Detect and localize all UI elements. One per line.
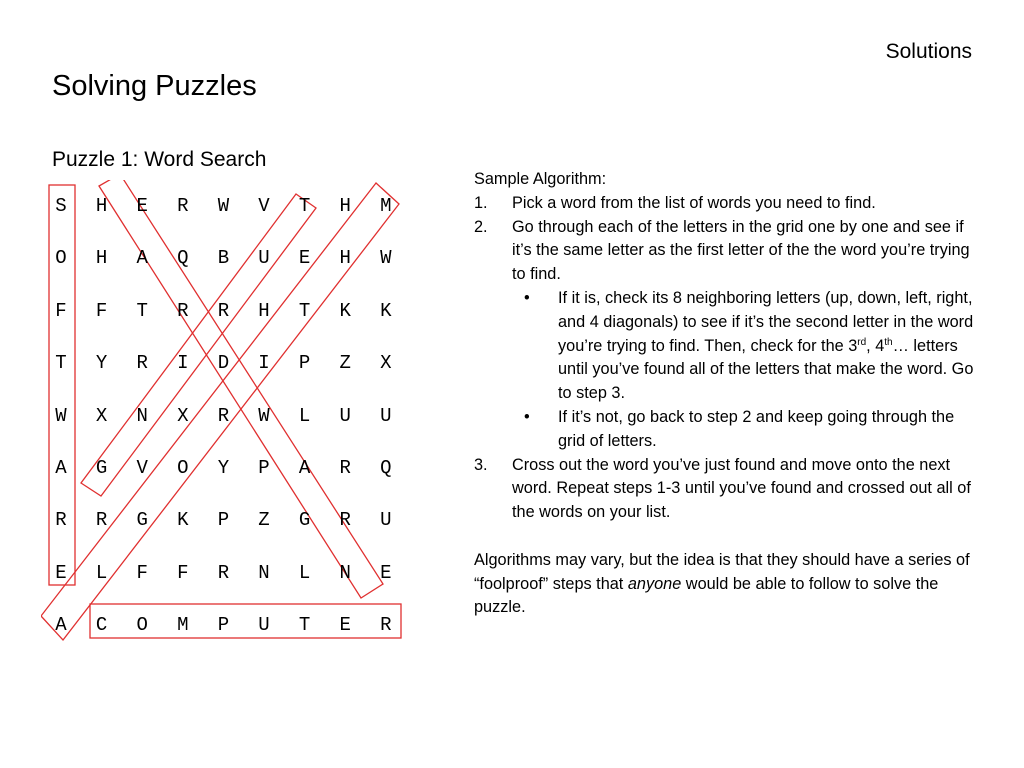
grid-letter: V [258,195,270,217]
grid-letter: O [55,247,67,270]
grid-letter: R [217,299,230,322]
grid-letter: N [339,561,351,584]
grid-letter: W [258,404,270,427]
grid-letter: C [95,614,108,637]
grid-letter: H [258,299,270,322]
grid-letter: L [95,561,108,584]
grid-letter: A [136,247,148,270]
grid-letter: H [339,195,351,217]
grid-letter: E [339,614,351,637]
grid-letter: Y [217,457,230,479]
grid-letter: A [298,457,311,479]
grid-letter: N [136,404,148,427]
grid-letter: B [217,247,230,270]
puzzle-heading: Puzzle 1: Word Search [52,148,267,171]
grid-letter: E [55,561,67,584]
grid-letter: D [217,352,230,375]
grid-letter: P [298,352,311,375]
grid-letter: H [339,247,351,270]
grid-letter: T [136,299,148,322]
emphasis-anyone: anyone [627,574,682,593]
bullet-item [474,406,974,454]
step-text: Cross out the word you’ve just found and move onto the next word. Repeat steps 1-3 until you’ve found and crossed out all of the words on your list. [512,455,971,522]
grid-letter: K [177,509,189,532]
grid-letter: A [55,457,67,479]
bullet-text: If it is, check its 8 neighboring letters (up, down, left, right, and 4 diagonals) to see if it’s the second letter in the word you’re trying to find. Then, check for the 3rd, 4th… letters until you’ve found all of the letters that make the word. Go to step 3. [558,288,974,403]
closing-paragraph: Algorithms may vary, but the idea is that they should have a series of “foolproof” steps that anyone would be able to follow to solve the puzzle. [474,550,970,617]
bullet-mark: • [524,407,530,426]
algorithm-steps [474,192,974,287]
grid-letter: O [136,614,148,637]
highlight-diagonal-down [99,180,383,598]
grid-letter: Y [95,352,108,375]
grid-letter: T [55,352,67,375]
solutions-label: Solutions [885,40,972,63]
grid-letter: T [298,195,311,217]
grid-letter: E [136,195,148,217]
highlight-diagonal-up-short [81,194,316,496]
grid-letter: W [217,195,230,217]
grid-letter: G [136,509,148,532]
grid-letter: P [217,509,230,532]
grid-letter: T [298,614,311,637]
grid-letter: N [258,561,270,584]
grid-letter: P [258,457,270,479]
bullet-text: If it’s not, go back to step 2 and keep going through the grid of letters. [558,407,955,450]
step-number: 3. [474,455,488,474]
grid-letter: O [177,457,189,479]
step-item [474,216,974,287]
algorithm-heading: Sample Algorithm: [474,170,607,188]
algorithm-text [474,168,974,620]
grid-letter: U [258,614,270,637]
grid-letter: G [95,457,108,479]
grid-letter: R [177,299,189,322]
grid-letter: T [298,299,311,322]
grid-letter: X [177,404,189,427]
bullet-mark: • [524,288,530,307]
step-text: Go through each of the letters in the grid one by one and see if it’s the same letter as the first letter of the the word you’re trying to find. [512,217,970,284]
grid-letter: R [380,614,392,637]
grid-letter: Q [177,247,189,270]
grid-letter: F [95,299,108,322]
grid-letter: E [380,561,392,584]
grid-letter: R [55,509,67,532]
grid-letter: V [136,457,148,479]
grid-letter: G [298,509,311,532]
grid-letter: U [380,404,392,427]
grid-letter: Z [258,509,270,532]
grid-letter: S [55,195,67,217]
grid-letter: U [339,404,351,427]
grid-letter: X [380,352,392,375]
grid-letter: R [339,457,351,479]
grid-letter: Q [380,457,392,479]
grid-letter: K [339,299,351,322]
grid-letter: L [298,561,311,584]
grid-letter: R [339,509,351,532]
grid-letter: H [95,247,108,270]
step-text: Pick a word from the list of words you need to find. [512,193,876,212]
step-item [474,192,974,216]
grid-letter: X [95,404,108,427]
step-item [474,454,974,525]
bullet-item [474,287,974,406]
grid-letter: F [55,299,67,322]
grid-letter: F [177,561,189,584]
grid-letter: I [177,352,189,375]
grid-letter: M [380,195,392,217]
grid-letter: R [95,509,108,532]
grid-letter: W [380,247,392,270]
grid-letter: U [380,509,392,532]
page-title: Solving Puzzles [52,70,257,102]
grid-letter: R [136,352,148,375]
step-number: 2. [474,217,488,236]
grid-letter: M [177,614,189,637]
grid-letter: R [217,404,230,427]
word-search-grid [41,180,406,649]
step2-bullets [474,287,974,454]
grid-letter: I [258,352,270,375]
grid-letter: R [217,561,230,584]
grid-letter: P [217,614,230,637]
grid-letter: H [95,195,108,217]
grid-letter: A [55,614,67,637]
algorithm-steps-cont [474,454,974,525]
step-number: 1. [474,193,488,212]
grid-letter: R [177,195,189,217]
grid-letter: L [298,404,311,427]
grid-letter: K [380,299,392,322]
grid-letter: E [298,247,311,270]
grid-letter: F [136,561,148,584]
grid-letter: W [55,404,67,427]
grid-letter: Z [339,352,351,375]
grid-letter: U [258,247,270,270]
